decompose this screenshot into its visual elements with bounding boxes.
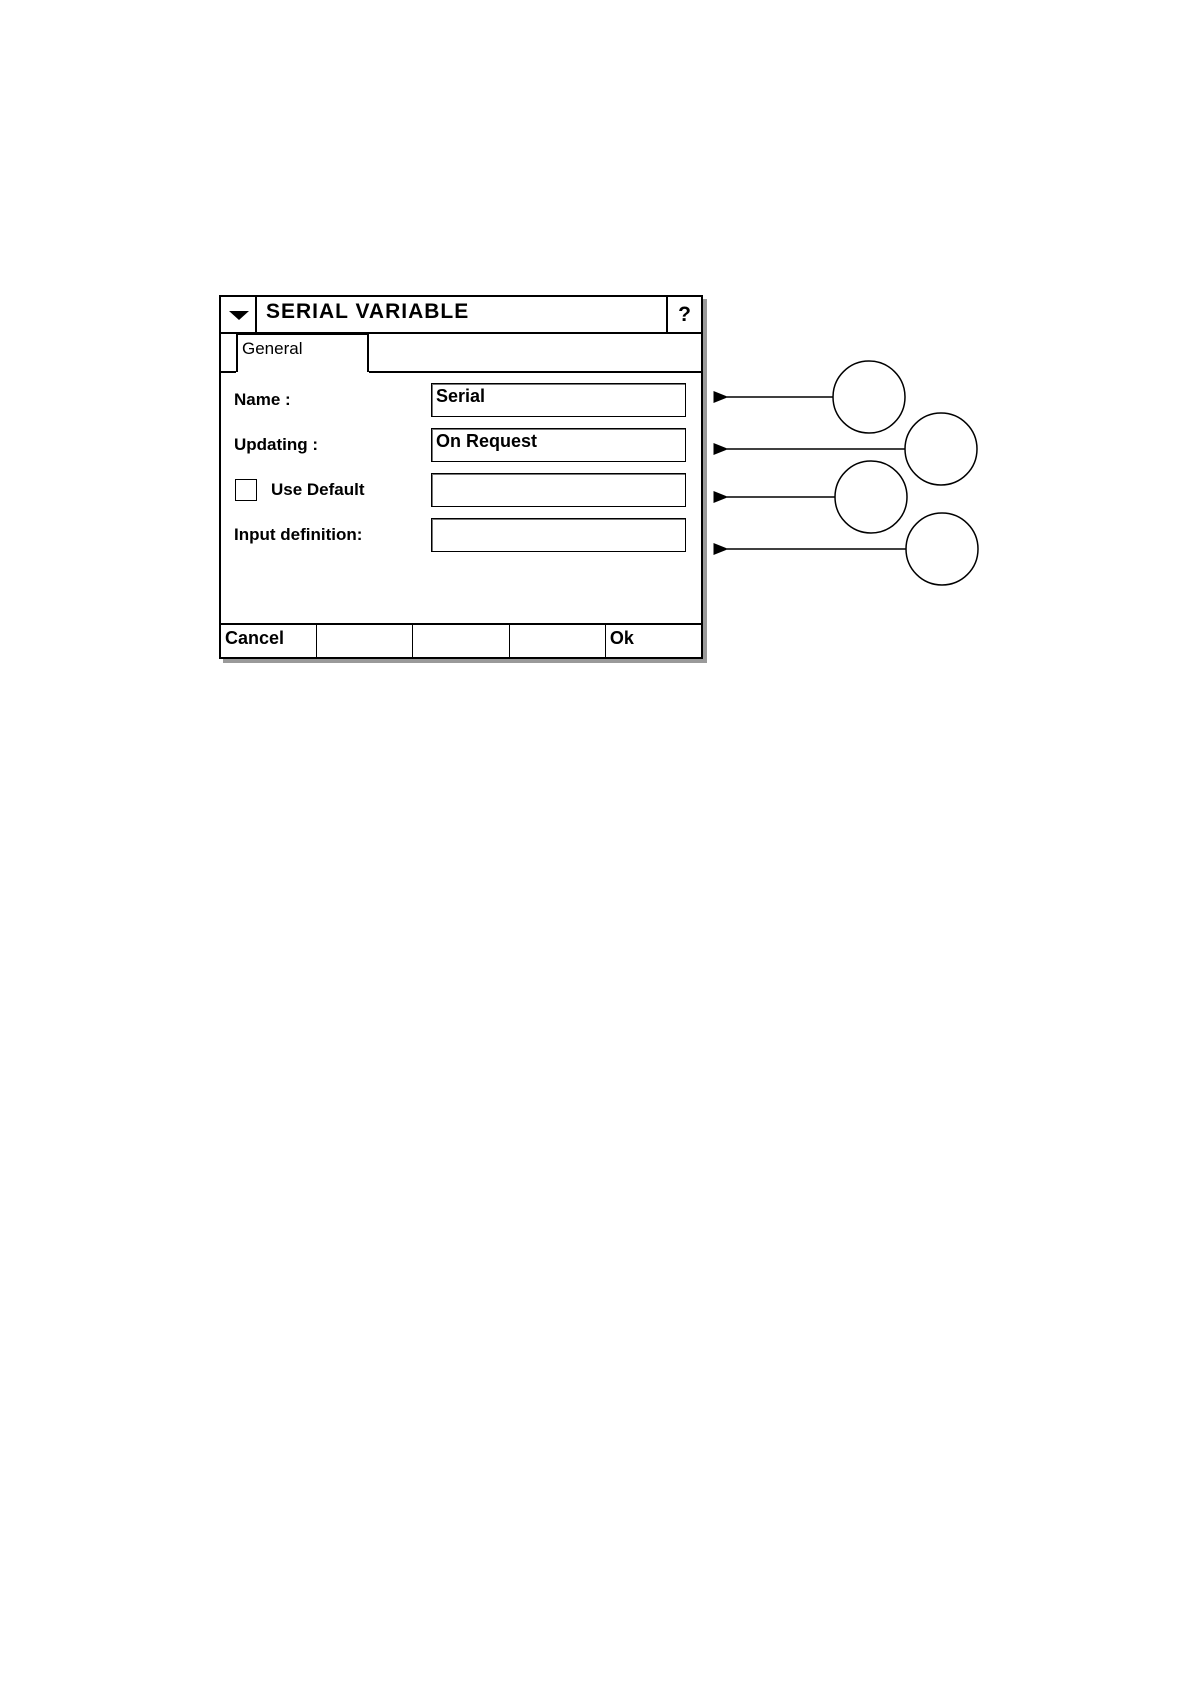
help-button[interactable]: ? [666, 297, 701, 332]
dialog-title: SERIAL VARIABLE [266, 300, 470, 323]
updating-label: Updating : [234, 435, 319, 454]
name-label: Name : [234, 390, 291, 409]
callout-1 [727, 361, 905, 433]
callout-3 [727, 461, 907, 533]
name-field[interactable]: Serial [431, 383, 686, 417]
callout-2 [727, 413, 977, 485]
input-definition-label: Input definition: [234, 525, 363, 544]
ok-button[interactable]: Ok [609, 628, 634, 648]
cancel-button[interactable]: Cancel [221, 625, 317, 657]
use-default-label: Use Default [271, 480, 365, 499]
tab-general[interactable] [236, 334, 369, 372]
updating-field[interactable]: On Request [431, 428, 686, 462]
tab-general-label: General [242, 339, 303, 358]
callout-4 [727, 513, 978, 585]
